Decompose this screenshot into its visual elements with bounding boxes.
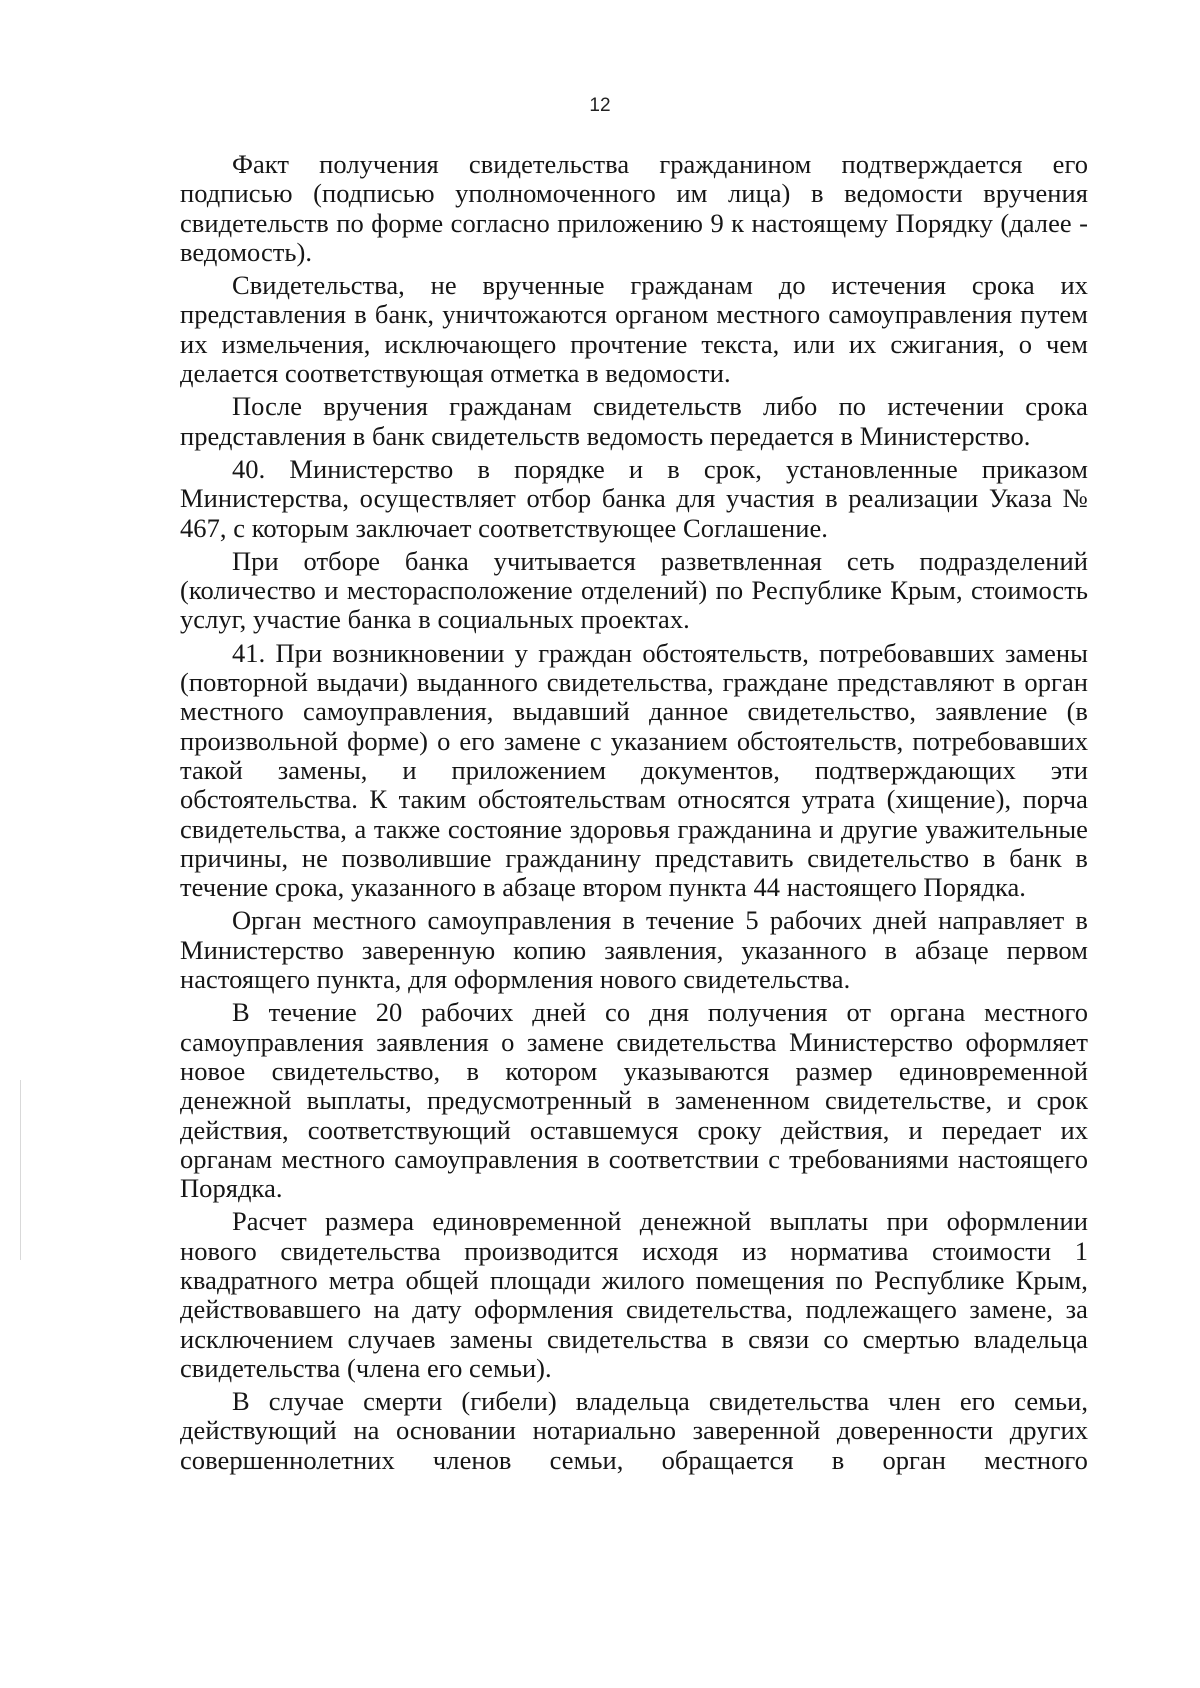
paragraph-5: При отборе банка учитывается разветвленная сеть подразделений (количество и месторасположение отделений) по Республике Крым, стоимость услуг, участие банка в социальных проектах. xyxy=(180,545,1088,635)
document-body xyxy=(180,150,1088,1479)
paragraph-9: Расчет размера единовременной денежной выплаты при оформлении нового свидетельства производится исходя из норматива стоимости 1 квадратного метра общей площади жилого помещения по Республике Крым, действовавшего на дату оформления свидетельства, подлежащего замене, за исключением случаев замены свидетельства в связи со смертью владельца свидетельства (члена его семьи). xyxy=(180,1206,1088,1383)
paragraph-2: Свидетельства, не врученные гражданам до истечения срока их представления в банк, уничтожаются органом местного самоуправления путем их измельчения, исключающего прочтение текста, или их сжигания, о чем делается соответствующая отметка в ведомости. xyxy=(180,270,1088,389)
paragraph-4: 40. Министерство в порядке и в срок, установленные приказом Министерства, осуществляет отбор банка для участия в реализации Указа № 467, с которым заключает соответствующее Соглашение. xyxy=(180,453,1088,543)
paragraph-1: Факт получения свидетельства гражданином подтверждается его подписью (подписью уполномоченного им лица) в ведомости вручения свидетельств по форме согласно приложению 9 к настоящему Порядку (далее - ведомость). xyxy=(180,149,1088,267)
paragraph-6: 41. При возникновении у граждан обстоятельств, потребовавших замены (повторной выдачи) выданного свидетельства, граждане представляют в орган местного самоуправления, выдавший данное свидетельство, заявление (в произвольной форме) о его замене с указанием обстоятельств, потребовавших такой замены, и приложением документов, подтверждающих эти обстоятельства. К таким обстоятельствам относятся утрата (хищение), порча свидетельства, а также состояние здоровья гражданина и другие уважительные причины, не позволившие гражданину представить свидетельство в банк в течение срока, указанного в абзаце втором пункта 44 настоящего Порядка. xyxy=(180,637,1088,903)
paragraph-10: В случае смерти (гибели) владельца свидетельства член его семьи, действующий на основании нотариально заверенной доверенности других совершеннолетних членов семьи, обращается в орган местного xyxy=(180,1386,1088,1475)
scan-edge-mark xyxy=(20,1080,21,1260)
page-number: 12 xyxy=(589,95,611,116)
paragraph-7: Орган местного самоуправления в течение 5 рабочих дней направляет в Министерство заверенную копию заявления, указанного в абзаце первом настоящего пункта, для оформления нового свидетельства. xyxy=(180,905,1088,995)
paragraph-3: После вручения гражданам свидетельств либо по истечении срока представления в банк свидетельств ведомость передается в Министерство. xyxy=(180,391,1088,451)
paragraph-8: В течение 20 рабочих дней со дня получения от органа местного самоуправления заявления о замене свидетельства Министерство оформляет новое свидетельство, в котором указываются размер единовременной денежной выплаты, предусмотренный в замененном свидетельстве, и срок действия, соответствующий оставшемуся сроку действия, и передает их органам местного самоуправления в соответствии с требованиями настоящего Порядка. xyxy=(180,997,1088,1204)
